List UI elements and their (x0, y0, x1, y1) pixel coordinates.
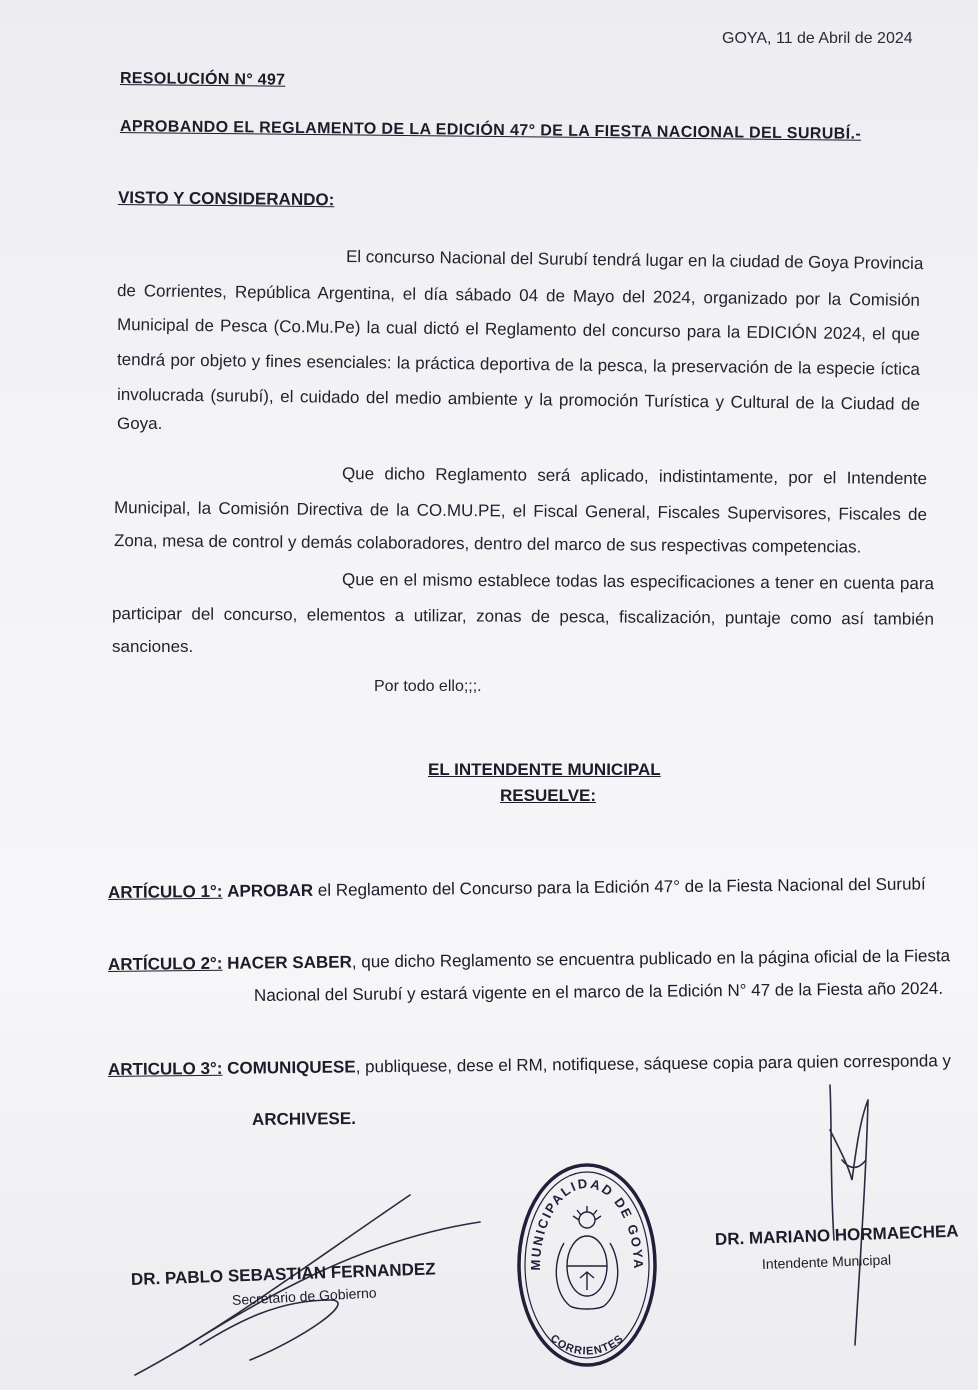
paragraph-1-line: involucrada (surubí), el cuidado del medio ambiente y la promoción Turística y Cultural de la Ciudad de (116, 385, 921, 414)
article-keyword: HACER SABER (227, 952, 352, 973)
paragraph-1-line: El concurso Nacional del Surubí tendrá lugar en la ciudad de Goya Provincia (345, 247, 924, 274)
resolution-subject: APROBANDO EL REGLAMENTO DE LA EDICIÓN 47° DE LA FIESTA NACIONAL DEL SURUBÍ.- (119, 118, 862, 143)
resolution-number: RESOLUCIÓN N° 497 (119, 70, 286, 89)
paragraph-2-line: Zona, mesa de control y demás colaboradores, dentro del marco de sus respectivas competencias. (113, 531, 862, 557)
closing-phrase: Por todo ello;;;. (374, 678, 482, 695)
article-label: ARTÍCULO 1°: (107, 881, 223, 902)
paragraph-2-line: Que dicho Reglamento será aplicado, indistintamente, por el Intendente (341, 464, 928, 489)
paragraph-3-line: participar del concurso, elementos a utilizar, zonas de pesca, fiscalización, puntaje como así también (111, 604, 935, 629)
resolutive-heading: EL INTENDENTE MUNICIPAL (428, 760, 661, 779)
right-signature-name: DR. MARIANO HORMAECHEA (714, 1221, 959, 1249)
paragraph-1-line: Municipal de Pesca (Co.Mu.Pe) la cual dictó el Reglamento del concurso para la EDICIÓN 2024, el que (116, 315, 921, 344)
seal-bottom-text: CORRIENTES (547, 1332, 627, 1358)
article-label: ARTICULO 3°: (107, 1058, 223, 1079)
resuelve-heading: RESUELVE: (500, 786, 597, 805)
article-2-continuation: Nacional del Surubí y estará vigente en el marco de la Edición N° 47 de la Fiesta año 2024. (253, 978, 944, 1005)
article-keyword: COMUNIQUESE (227, 1057, 356, 1078)
considerandos-heading: VISTO Y CONSIDERANDO: (117, 188, 335, 210)
article-text: , que dicho Reglamento se encuentra publicado en la página oficial de la Fiesta (351, 946, 951, 972)
paragraph-1-line: de Corrientes, República Argentina, el día sábado 04 de Mayo del 2024, organizado por la Comisión (116, 281, 921, 310)
paragraph-3-line: Que en el mismo establece todas las especificaciones a tener en cuenta para (341, 570, 935, 594)
paragraph-2-line: Municipal, la Comisión Directiva de la CO.MU.PE, el Fiscal General, Fiscales Supervisores, Fiscales de (113, 498, 928, 525)
paragraph-1-line: Goya. (117, 414, 163, 433)
date-line: GOYA, 11 de Abril de 2024 (722, 30, 913, 47)
left-signature-name: DR. PABLO SEBASTIAN FERNANDEZ (130, 1259, 436, 1289)
paragraph-1-line: tendrá por objeto y fines esenciales: la práctica deportiva de la pesca, la preservación de la especie íctica (116, 350, 921, 379)
article-label: ARTÍCULO 2°: (107, 953, 223, 974)
article-3-continuation: ARCHIVESE. (251, 1108, 357, 1129)
article-keyword: APROBAR (227, 880, 314, 901)
article-text: , publiquese, dese el RM, notifiquese, sáquese copia para quien corresponda y (355, 1051, 952, 1077)
left-signature-role: Secretario de Gobierno (231, 1284, 377, 1308)
seal-top-text: MUNICIPALIDAD DE GOYA (527, 1175, 647, 1271)
article-text: el Reglamento del Concurso para la Edición 47° de la Fiesta Nacional del Surubí (313, 874, 926, 900)
paragraph-3-line: sanciones. (112, 637, 194, 656)
right-signature-role: Intendente Municipal (761, 1251, 892, 1272)
